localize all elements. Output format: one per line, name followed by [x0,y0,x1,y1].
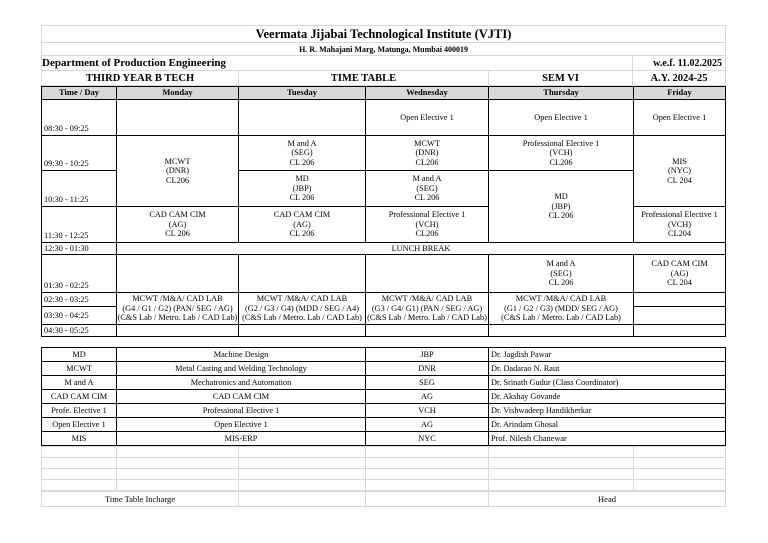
time-slot: 04:30 - 05:25 [42,325,117,337]
cell-class: MIS (NYC) CL 204 [634,136,726,207]
cell-lab: MCWT /M&A/ CAD LAB (G4 / G1 / G2) (PAN/ SEG / AG) (C&S Lab / Metro. Lab / CAD Lab) [117,293,239,325]
course-legend [41,347,726,446]
faculty-abbr: SEG [366,376,489,390]
timetable-incharge-label: Time Table Incharge [42,492,239,507]
cell-empty [239,100,366,136]
cell-empty [634,325,726,337]
blank-rows [41,446,726,491]
faculty-name: Dr. Srinath Gudur (Class Coordinator) [489,376,726,390]
cell-class: Open Elective 1 [489,100,634,136]
cell-lab: MCWT /M&A/ CAD LAB (G2 / G3 / G4) (MDD / SEG / A4) (C&S Lab / Metro. Lab / CAD Lab) [239,293,366,325]
faculty-abbr: JBP [366,348,489,362]
cell-class: Professional Elective 1 (VCH) CL206 [366,207,489,243]
course-name: MIS-ERP [117,432,366,446]
cell-class: M and A (SEG) CL 206 [239,136,366,171]
col-monday: Monday [117,87,239,100]
faculty-abbr: AG [366,390,489,404]
cell-class: M and A (SEG) CL 206 [366,171,489,207]
cell-class: CAD CAM CIM (AG) CL 206 [117,207,239,243]
course-name: Mechatronics and Automation [117,376,366,390]
cell-class: MCWT (DNR) CL206 [117,136,239,207]
legend-row [42,404,726,418]
cell-empty [366,325,489,337]
cell-class: Open Elective 1 [634,100,726,136]
legend-row [42,418,726,432]
legend-row [42,376,726,390]
legend-row [42,362,726,376]
cell-empty [489,325,634,337]
institute-name: Veermata Jijabai Technological Institute (VJTI) [42,26,726,43]
time-slot: 01:30 - 02:25 [42,255,117,293]
legend-row [42,348,726,362]
institute-address: H. R. Mahajani Marg, Matunga, Mumbai 400019 [42,43,726,56]
faculty-abbr: AG [366,418,489,432]
col-time-day: Time / Day [42,87,117,100]
course-code: MCWT [42,362,117,376]
course-code: Profe. Elective 1 [42,404,117,418]
department-name: Department of Production Engineering [42,56,633,71]
time-slot: 03:30 - 04:25 [42,307,117,325]
cell-class: CAD CAM CIM (AG) CL 204 [634,255,726,293]
timetable-sheet [41,25,725,507]
cell-class: Professional Elective 1 (VCH) CL204 [634,207,726,243]
faculty-name: Dr. Dadarao N. Raut [489,362,726,376]
faculty-abbr: NYC [366,432,489,446]
time-slot: 12:30 - 01:30 [42,243,117,255]
time-slot: 10:30 - 11:25 [42,171,117,207]
semester-label: SEM VI [489,71,633,86]
academic-year: A.Y. 2024-25 [633,71,726,86]
course-code: M and A [42,376,117,390]
header-block [41,25,726,86]
course-name: CAD CAM CIM [117,390,366,404]
timetable-grid [41,86,726,337]
cell-empty [634,307,726,325]
cell-lab: MCWT /M&A/ CAD LAB (G3 / G4/ G1) (PAN / SEG / AG) (C&S Lab / Metro. Lab / CAD Lab) [366,293,489,325]
cell-lab: MCWT /M&A/ CAD LAB (G1 / G2 / G3) (MDD/ SEG / AG) (C&S Lab / Metro. Lab / CAD Lab) [489,293,634,325]
cell-empty [239,325,366,337]
faculty-abbr: VCH [366,404,489,418]
time-slot: 08:30 - 09:25 [42,100,117,136]
course-code: CAD CAM CIM [42,390,117,404]
timetable-title: TIME TABLE [239,71,489,86]
cell-empty [117,325,239,337]
faculty-name: Dr. Vishwadeep Handikherkar [489,404,726,418]
faculty-name: Dr. Akshay Govande [489,390,726,404]
effective-date: w.e.f. 11.02.2025 [633,56,726,71]
cell-empty [634,293,726,307]
course-code: Open Elective 1 [42,418,117,432]
cell-empty [366,255,489,293]
col-tuesday: Tuesday [239,87,366,100]
faculty-abbr: DNR [366,362,489,376]
col-thursday: Thursday [489,87,634,100]
time-slot: 02:30 - 03:25 [42,293,117,307]
year-label: THIRD YEAR B TECH [42,71,239,86]
time-slot: 11:30 - 12:25 [42,207,117,243]
cell-class: M and A (SEG) CL 206 [489,255,634,293]
legend-row [42,390,726,404]
course-code: MD [42,348,117,362]
faculty-name: Dr. Jagdish Pawar [489,348,726,362]
cell-empty [239,255,366,293]
legend-row [42,432,726,446]
course-name: Metal Casting and Welding Technology [117,362,366,376]
cell-class: Open Elective 1 [366,100,489,136]
cell-class: MD (JBP) CL 206 [239,171,366,207]
faculty-name: Prof. Nilesh Chanewar [489,432,726,446]
cell-class: CAD CAM CIM (AG) CL 206 [239,207,366,243]
cell-class: MCWT (DNR) CL206 [366,136,489,171]
col-wednesday: Wednesday [366,87,489,100]
head-label: Head [489,492,726,507]
time-slot: 09:30 - 10:25 [42,136,117,171]
cell-empty [117,255,239,293]
cell-empty [117,100,239,136]
course-name: Open Elective 1 [117,418,366,432]
course-name: Professional Elective 1 [117,404,366,418]
signature-row [41,491,726,507]
lunch-break: LUNCH BREAK [117,243,726,255]
course-name: Machine Design [117,348,366,362]
course-code: MIS [42,432,117,446]
col-friday: Friday [634,87,726,100]
cell-class: MD (JBP) CL 206 [489,171,634,243]
cell-class: Professional Elective 1 (VCH) CL206 [489,136,634,171]
faculty-name: Dr. Arindam Ghosal [489,418,726,432]
